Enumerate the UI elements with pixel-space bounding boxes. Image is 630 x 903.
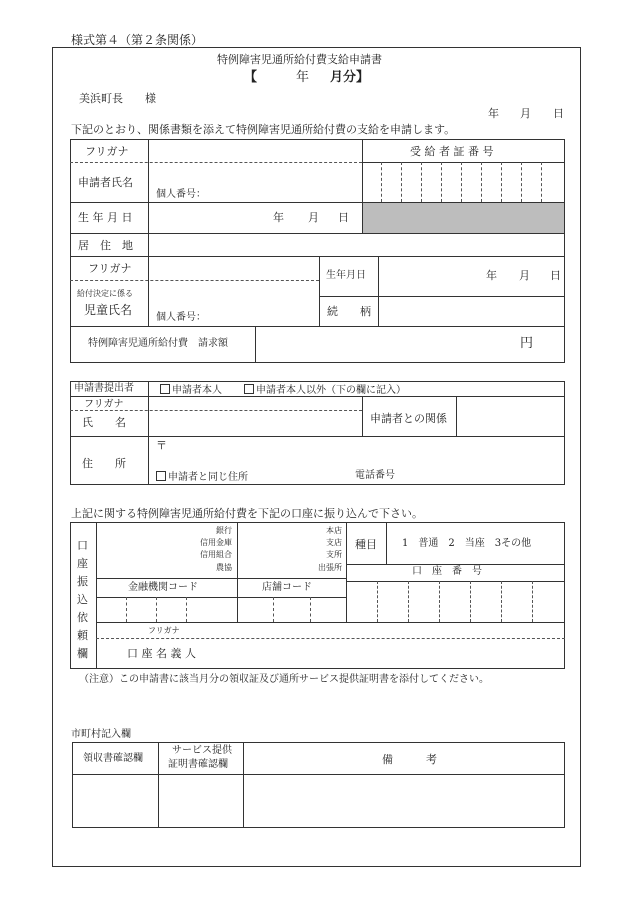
applicant-dob-label: 生 年 月 日 xyxy=(78,211,133,224)
applicant-table xyxy=(70,139,565,363)
account-number-label: 口 座 番 号 xyxy=(412,566,482,577)
child-furigana-label: フリガナ xyxy=(88,262,132,275)
child-relation-label: 続 柄 xyxy=(327,305,371,318)
bank-side-label-1: 口 xyxy=(77,539,88,552)
submitter-option-other[interactable]: 申請者本人以外（下の欄に記入） xyxy=(244,384,406,396)
cert-number-label: 受 給 者 証 番 号 xyxy=(410,145,494,158)
submitter-relation-label: 申請者との関係 xyxy=(370,412,447,425)
checkbox-same-address[interactable] xyxy=(156,471,166,481)
bank-note: （注意）この申請書に該当月分の領収証及び通所サービス提供証明書を添付してください。 xyxy=(79,674,489,685)
checkbox-self[interactable] xyxy=(160,384,170,394)
child-name-label: 児童氏名 xyxy=(84,303,133,317)
child-dob-month: 月 xyxy=(519,269,530,282)
branch-type-shiten: 支店 xyxy=(326,538,342,547)
checkbox-other[interactable] xyxy=(244,384,254,394)
applicant-dob-year: 年 xyxy=(273,211,284,224)
submitter-furigana-label: フリガナ xyxy=(84,399,124,410)
bank-side-label-4: 込 xyxy=(77,593,88,606)
municipal-table xyxy=(72,742,565,828)
period-year: 年 xyxy=(296,70,310,85)
remarks-label: 備 考 xyxy=(382,753,437,766)
form-number: 様式第４（第２条関係） xyxy=(71,33,204,47)
child-dob-label: 生年月日 xyxy=(326,270,366,281)
date-month: 月 xyxy=(520,107,531,120)
addressee: 美浜町長 様 xyxy=(79,92,156,105)
child-dob-year: 年 xyxy=(486,269,497,282)
applicant-dob-day: 日 xyxy=(338,211,349,224)
submitter-address-label: 住 所 xyxy=(82,457,126,470)
yen-unit: 円 xyxy=(520,336,534,351)
date-day: 日 xyxy=(553,107,564,120)
bank-side-label-3: 振 xyxy=(77,575,88,588)
submitter-option-self[interactable]: 申請者本人 xyxy=(160,384,222,396)
form-title: 特例障害児通所給付費支給申請書 xyxy=(217,53,382,66)
shaded-cell xyxy=(363,203,564,233)
applicant-personal-number-label: 個人番号： xyxy=(156,189,206,200)
phone-label: 電話番号 xyxy=(355,470,395,481)
same-address-option[interactable]: 申請者と同じ住所 xyxy=(156,471,248,483)
inst-type-shinkumi: 信用組合 xyxy=(200,550,232,559)
child-personal-number-label: 個人番号： xyxy=(156,312,206,323)
holder-label: 口 座 名 義 人 xyxy=(127,647,196,660)
service-check-label-2: 証明書確認欄 xyxy=(168,759,228,770)
holder-furigana-label: フリガナ xyxy=(148,626,180,635)
period-open: 【 xyxy=(244,70,258,85)
inst-type-shinkin: 信用金庫 xyxy=(200,538,232,547)
bank-side-label-6: 頼 xyxy=(77,629,88,642)
intro-text: 下記のとおり、関係書類を添えて特例障害児通所給付費の支給を申請します。 xyxy=(71,123,456,136)
submitter-name-label: 氏 名 xyxy=(82,416,126,429)
applicant-furigana-label: フリガナ xyxy=(85,145,129,158)
account-type-label: 種目 xyxy=(355,538,377,551)
postal-mark: 〒 xyxy=(156,439,167,452)
inst-type-nokyo: 農協 xyxy=(216,563,232,572)
branch-type-shucchojo: 出張所 xyxy=(318,563,342,572)
child-dob-day: 日 xyxy=(550,269,561,282)
applicant-name-label: 申請者氏名 xyxy=(78,176,133,189)
receipt-check-label: 領収書確認欄 xyxy=(83,753,143,764)
branch-type-honten: 本店 xyxy=(326,526,342,535)
inst-type-bank: 銀行 xyxy=(216,526,232,535)
branch-code-label: 店舗コード xyxy=(262,582,312,593)
inst-code-label: 金融機関コード xyxy=(128,582,198,593)
claim-label: 特例障害児通所給付費 請求額 xyxy=(88,338,228,349)
municipal-section-label: 市町村記入欄 xyxy=(71,729,131,740)
applicant-address-label: 居 住 地 xyxy=(78,239,133,252)
bank-side-label-5: 依 xyxy=(77,611,88,624)
bank-intro: 上記に関する特例障害児通所給付費を下記の口座に振り込んで下さい。 xyxy=(71,507,423,520)
child-name-label-small: 給付決定に係る xyxy=(77,289,133,298)
submitter-label: 申請書提出者 xyxy=(74,383,134,394)
branch-type-shisho: 支所 xyxy=(326,550,342,559)
bank-side-label-2: 座 xyxy=(77,557,88,570)
applicant-dob-month: 月 xyxy=(308,211,319,224)
account-type-options: 1 普通 2 当座 3その他 xyxy=(402,538,532,549)
bank-side-label-7: 欄 xyxy=(77,647,88,660)
period-month: 月分】 xyxy=(330,70,370,85)
date-year: 年 xyxy=(488,107,499,120)
service-check-label-1: サービス提供 xyxy=(172,745,232,756)
